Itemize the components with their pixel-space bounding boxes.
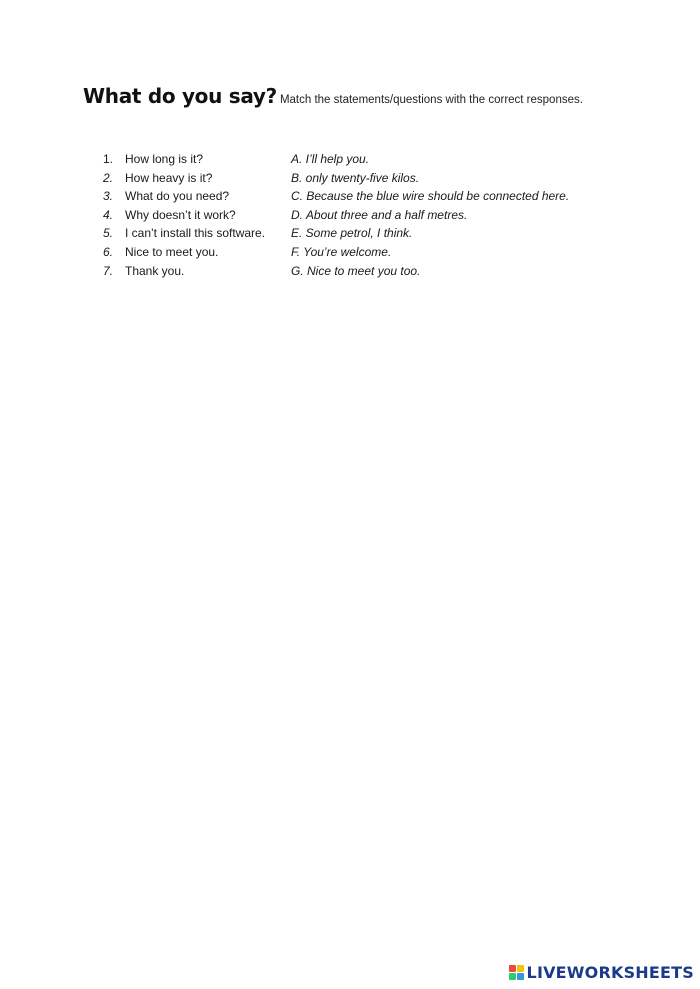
heading (83, 84, 583, 108)
response-text: F. You’re welcome. (291, 244, 392, 259)
logo-text: LIVEWORKSHEETS (526, 963, 694, 982)
response-text: E. Some petrol, I think. (291, 226, 413, 241)
item-number: 5. (103, 226, 114, 241)
logo-square-yellow (517, 965, 524, 972)
statement-text: Why doesn’t it work? (125, 207, 236, 222)
statement-text: Thank you. (125, 263, 185, 278)
response-text: G. Nice to meet you too. (291, 263, 421, 278)
statement-text: Nice to meet you. (125, 244, 219, 259)
statement-text: How heavy is it? (125, 170, 213, 185)
response-text: C. Because the blue wire should be connected here. (291, 189, 570, 204)
item-number: 1. (103, 152, 114, 166)
item-number: 2. (103, 170, 114, 185)
item-number: 4. (103, 207, 114, 222)
statement-text: How long is it? (125, 152, 204, 166)
logo-square-green (509, 973, 516, 980)
response-text: A. I’ll help you. (291, 152, 370, 166)
page-title: What do you say? (83, 84, 277, 108)
statement-text: What do you need? (125, 189, 230, 204)
statement-text: I can’t install this software. (125, 226, 266, 241)
liveworksheets-logo-icon (509, 965, 524, 980)
instructions-text: Match the statements/questions with the correct responses. (279, 94, 583, 106)
logo-square-red (509, 965, 516, 972)
response-text: B. only twenty-five kilos. (291, 170, 420, 185)
item-number: 7. (103, 263, 114, 278)
liveworksheets-logo (509, 963, 694, 982)
item-number: 3. (103, 189, 114, 204)
logo-square-blue (517, 973, 524, 980)
item-number: 6. (103, 244, 114, 259)
response-text: D. About three and a half metres. (291, 207, 468, 222)
